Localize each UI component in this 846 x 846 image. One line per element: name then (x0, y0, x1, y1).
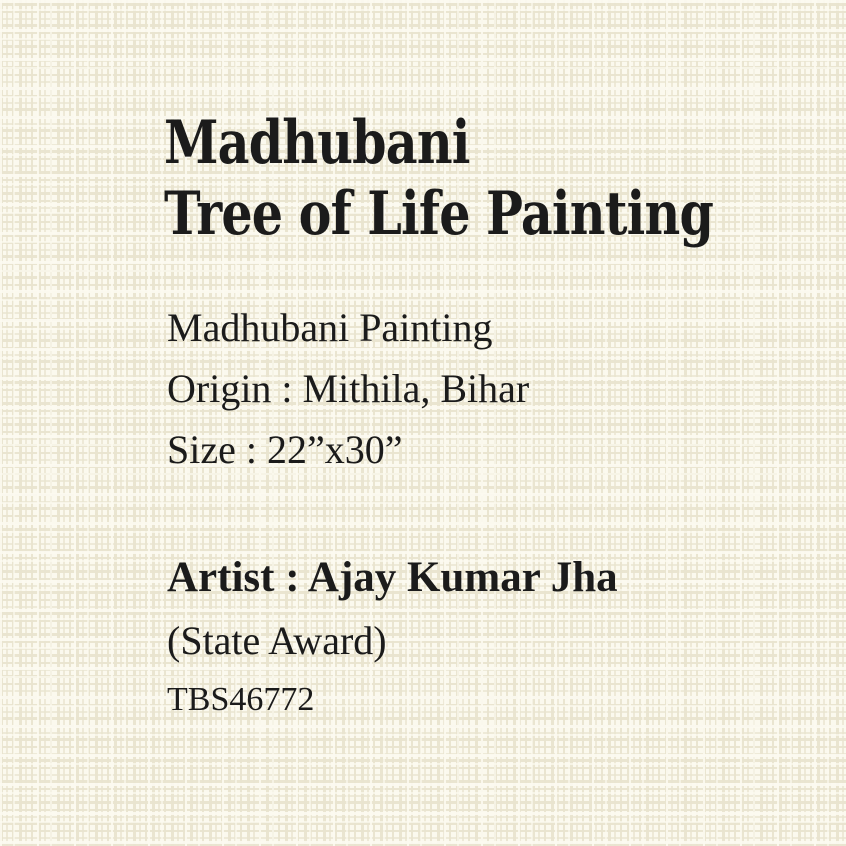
detail-size: Size : 22”x30” (167, 427, 403, 472)
artist-award: (State Award) (167, 618, 387, 663)
product-title-line1: Madhubani (164, 108, 470, 178)
detail-origin: Origin : Mithila, Bihar (167, 366, 530, 411)
product-title (164, 108, 713, 250)
product-code: TBS46772 (167, 681, 315, 718)
detail-category: Madhubani Painting (167, 305, 493, 350)
product-title-line2: Tree of Life Painting (164, 179, 714, 249)
artist-info (167, 546, 618, 728)
artist-name: Artist : Ajay Kumar Jha (167, 554, 618, 601)
product-details (167, 297, 529, 480)
